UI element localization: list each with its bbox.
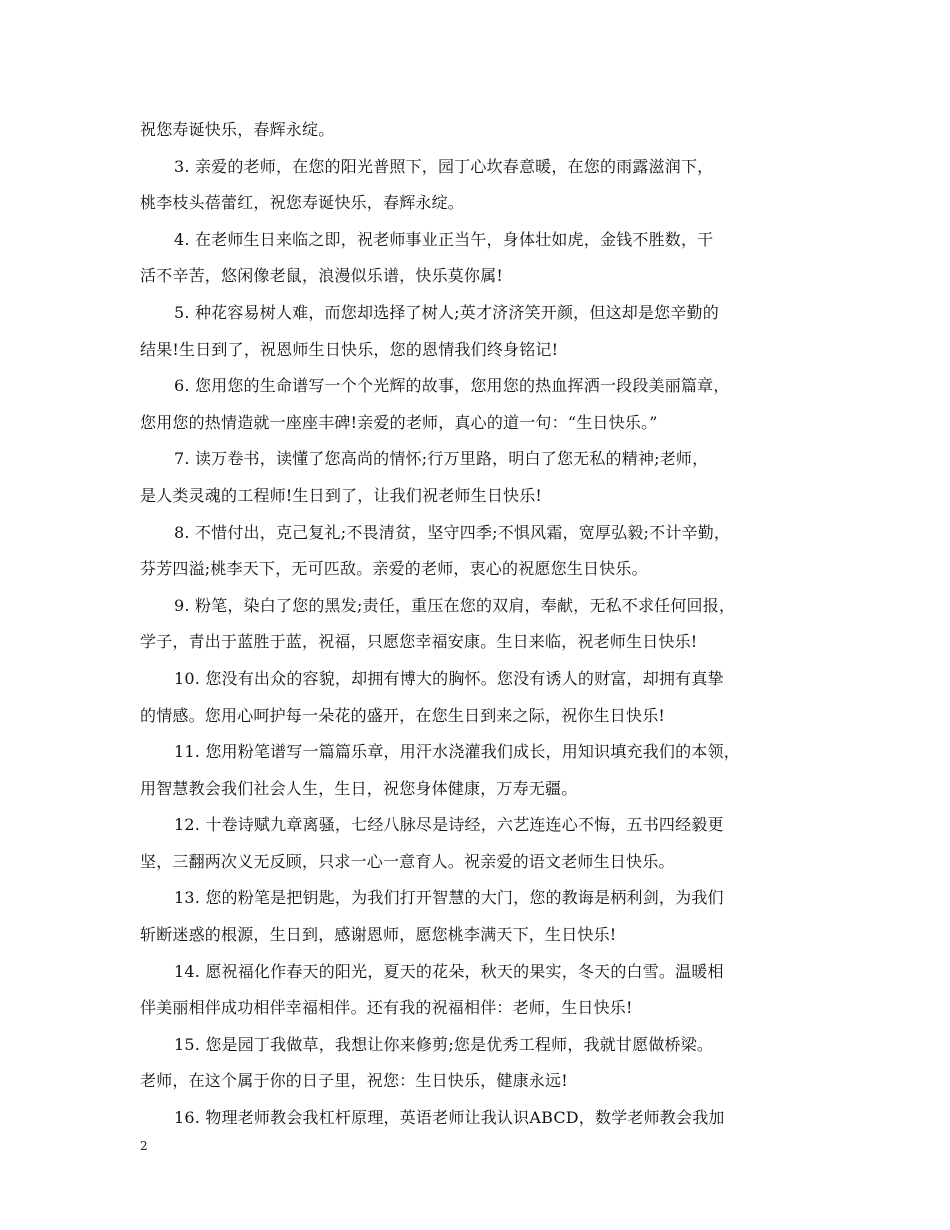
text-line: 14. 愿祝福化作春天的阳光，夏天的花朵，秋天的果实，冬天的白雪。温暖相	[174, 961, 724, 981]
text-line: 是人类灵魂的工程师!生日到了，让我们祝老师生日快乐!	[140, 485, 543, 505]
text-line: 芬芳四溢;桃李天下，无可匹敌。亲爱的老师，衷心的祝愿您生日快乐。	[140, 559, 648, 579]
text-line: 6. 您用您的生命谱写一个个光辉的故事，您用您的热血挥洒一段段美丽篇章，	[174, 376, 730, 396]
page-number: 2	[140, 1139, 148, 1153]
text-line: 8. 不惜付出，克己复礼;不畏清贫，坚守四季;不惧风霜，宽厚弘毅;不计辛勤，	[174, 522, 731, 542]
text-line: 结果!生日到了，祝恩师生日快乐，您的恩情我们终身铭记!	[140, 339, 559, 359]
text-line: 15. 您是园丁我做草，我想让你来修剪;您是优秀工程师，我就甘愿做桥梁。	[174, 1034, 714, 1054]
text-line: 学子，青出于蓝胜于蓝，祝福，只愿您幸福安康。生日来临，祝老师生日快乐!	[140, 632, 698, 652]
text-line: 13. 您的粉笔是把钥匙，为我们打开智慧的大门，您的教诲是柄利剑，为我们	[174, 888, 724, 908]
text-line: 11. 您用粉笔谱写一篇篇乐章，用汗水浇灌我们成长，用知识填充我们的本领，	[174, 742, 740, 762]
text-line: 您用您的热情造就一座座丰碑!亲爱的老师，真心的道一句：“生日快乐。”	[140, 412, 658, 432]
text-line: 伴美丽相伴成功相伴幸福相伴。还有我的祝福相伴：老师，生日快乐!	[140, 998, 633, 1018]
text-line: 12. 十卷诗赋九章离骚，七经八脉尽是诗经，六艺连连心不悔，五书四经毅更	[174, 815, 724, 835]
text-line: 坚，三翻两次义无反顾，只求一心一意育人。祝亲爱的语文老师生日快乐。	[140, 851, 675, 871]
text-line: 10. 您没有出众的容貌，却拥有博大的胸怀。您没有诱人的财富，却拥有真挚	[174, 668, 724, 688]
text-line: 7. 读万卷书，读懂了您高尚的情怀;行万里路，明白了您无私的精神;老师，	[174, 449, 709, 469]
text-line: 老师，在这个属于你的日子里，祝您：生日快乐，健康永远!	[140, 1071, 568, 1091]
text-line: 9. 粉笔，染白了您的黑发;责任，重压在您的双肩，奉献，无私不求任何回报，	[174, 595, 736, 615]
text-line: 3. 亲爱的老师，在您的阳光普照下，园丁心坎春意暖，在您的雨露滋润下，	[174, 156, 714, 176]
text-line: 活不辛苦，悠闲像老鼠，浪漫似乐谱，快乐莫你属!	[140, 266, 504, 286]
text-line: 桃李枝头蓓蕾红，祝您寿诞快乐，春辉永绽。	[140, 193, 465, 213]
text-line: 5. 种花容易树人难，而您却选择了树人;英才济济笑开颜，但这却是您辛勤的	[174, 302, 719, 322]
text-line: 的情感。您用心呵护每一朵花的盛开，在您生日到来之际，祝你生日快乐!	[140, 705, 666, 725]
text-line: 斩断迷惑的根源，生日到，感谢恩师，愿您桃李满天下，生日快乐!	[140, 925, 617, 945]
text-line: 4. 在老师生日来临之即，祝老师事业正当午，身体壮如虎，金钱不胜数，干	[174, 229, 714, 249]
document-body	[140, 112, 812, 1137]
text-line: 祝您寿诞快乐，春辉永绽。	[140, 120, 335, 139]
text-line: 16. 物理老师教会我杠杆原理，英语老师让我认识ABCD，数学老师教会我加	[174, 1108, 725, 1128]
text-line: 用智慧教会我们社会人生，生日，祝您身体健康，万寿无疆。	[140, 778, 578, 798]
